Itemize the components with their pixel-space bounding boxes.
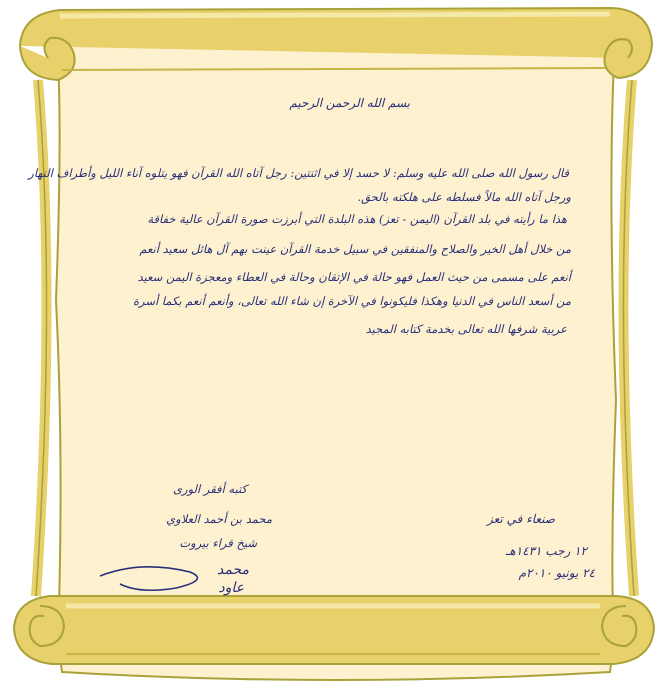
body-line-2: من خلال أهل الخير والصلاح والمنفقين في سبيل خدمة القرآن عينت بهم آل هائل سعيد أنعم (139, 242, 571, 256)
body-line-4: من أسعد الناس في الدنيا وهكذا فليكونوا في الآخرة إن شاء الله تعالى، وأنعم أنعم بكما أسرة (132, 294, 571, 308)
signature-title: كتبه أفقر الورى (173, 482, 247, 496)
signature-role: شيخ قراء بيروت (179, 536, 257, 550)
signature-scrawl-1: محمد (217, 562, 249, 578)
hadith-line-2: ورجل آتاه الله مالاً فسلطه على هلكته بالحق. (357, 190, 571, 204)
date-gregorian: ٢٤ يونيو ٢٠١٠م (518, 566, 595, 580)
basmala: بسم الله الرحمن الرحيم (289, 96, 410, 110)
body-line-3: أنعم على مسمى من حيث العمل فهو حالة في الإتقان وحالة في العطاء ومعجزة اليمن سعيد (137, 270, 571, 284)
body-line-1: هذا ما رأيته في بلد القرآن (اليمن - تعز) هذه البلدة التي أبرزت صورة القرآن عالية خفاقة (147, 212, 567, 226)
signature-scrawl-2: عاود (218, 580, 244, 596)
date-place: صنعاء في تعز (486, 512, 555, 526)
date-hijri: ١٢ رجب ١٤٣١هـ (505, 544, 587, 558)
hadith-line-1: قال رسول الله صلى الله عليه وسلم: لا حسد إلا في اثنتين: رجل آتاه الله القرآن فهو يتلوه آناء الليل وأطراف النهار (28, 166, 569, 180)
signature-name: محمد بن أحمد العلاوي (166, 512, 272, 526)
body-line-5: عربية شرفها الله تعالى بخدمة كتابه المجيد (365, 322, 567, 336)
